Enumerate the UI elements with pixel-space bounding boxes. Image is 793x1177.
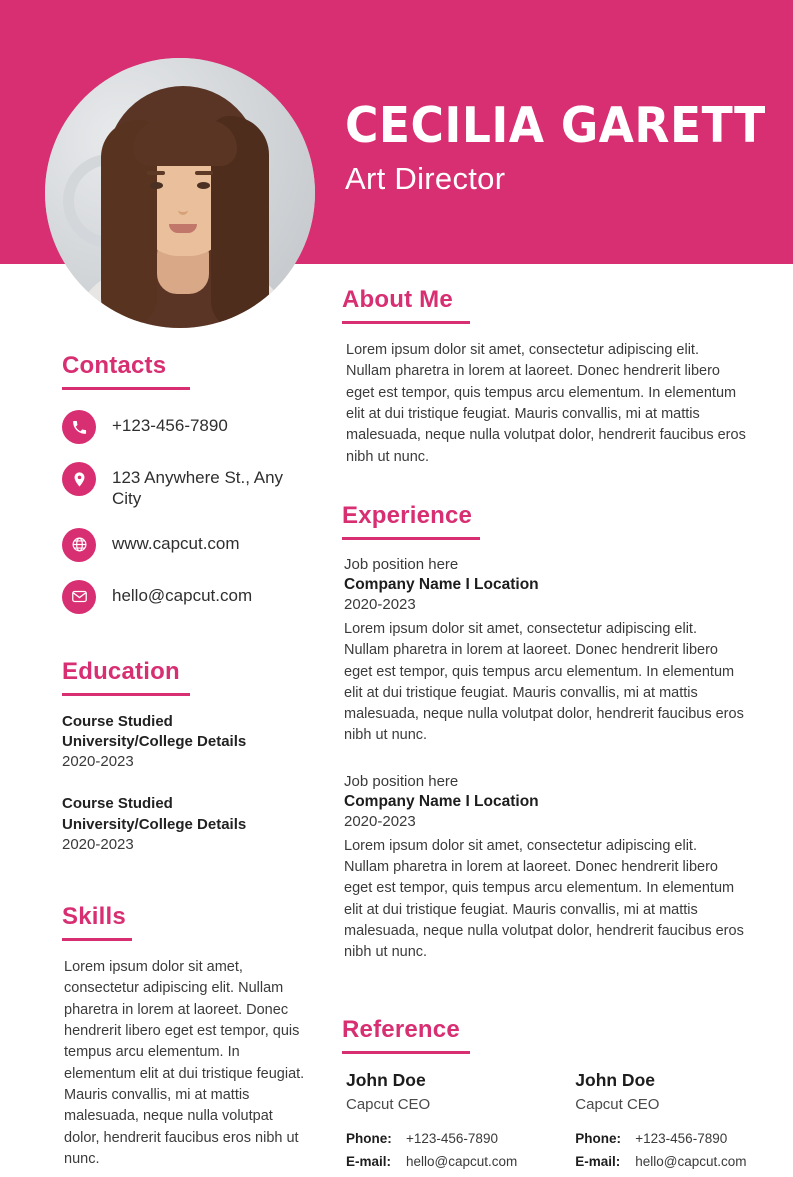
reference-name: John Doe bbox=[346, 1069, 426, 1090]
skills-section bbox=[62, 903, 312, 1170]
skills-body-text: Lorem ipsum dolor sit amet, consectetur adipiscing elit. Nullam pharetra in lorem at laoreet. Donec hendrerit libero eget est tempor, quis tempus arcu elementum. In elementum elit at dui tristique feugiat. Mauris convallis, mi at mattis malesuada, neque nulla volutpat dolor, hendrerit faucibus eros nibh ut nunc. bbox=[64, 959, 305, 1167]
list-item[interactable] bbox=[62, 580, 312, 614]
reference-section bbox=[342, 1016, 746, 1177]
job-role-subtitle: Art Director bbox=[345, 161, 506, 197]
spacer bbox=[62, 632, 312, 658]
contact-address-value: 123 Anywhere St., Any City bbox=[112, 468, 284, 509]
phone-icon bbox=[62, 410, 96, 444]
reference-role: Capcut CEO bbox=[346, 1095, 431, 1113]
reference-email-row bbox=[346, 1154, 517, 1169]
list-item bbox=[575, 1070, 746, 1177]
reference-email-label: E-mail: bbox=[575, 1153, 621, 1169]
reference-phone-value: +123-456-7890 bbox=[635, 1130, 728, 1146]
experience-company: Company Name I Location bbox=[344, 792, 539, 810]
experience-heading: Experience bbox=[342, 501, 473, 529]
spacer bbox=[342, 468, 746, 502]
experience-heading-rule bbox=[342, 537, 480, 540]
reference-email-row bbox=[575, 1154, 746, 1169]
portrait-brow-right bbox=[195, 171, 213, 175]
experience-years: 2020-2023 bbox=[344, 812, 416, 830]
education-years: 2020-2023 bbox=[62, 835, 134, 853]
contacts-list bbox=[62, 410, 312, 614]
reference-phone-row bbox=[575, 1131, 746, 1146]
list-item bbox=[62, 794, 312, 855]
globe-icon bbox=[62, 528, 96, 562]
contacts-heading: Contacts bbox=[62, 352, 167, 379]
contact-website-value: www.capcut.com bbox=[112, 533, 240, 553]
header-text-block bbox=[345, 97, 766, 197]
list-item[interactable] bbox=[62, 462, 312, 510]
skills-heading-rule bbox=[62, 938, 132, 941]
list-item[interactable] bbox=[62, 410, 312, 444]
contact-email-value: hello@capcut.com bbox=[112, 585, 253, 605]
contact-phone-value: +123-456-7890 bbox=[112, 416, 228, 435]
about-body-text: Lorem ipsum dolor sit amet, consectetur adipiscing elit. Nullam pharetra in lorem at laoreet. Donec hendrerit libero eget est tempor, quis tempus arcu elementum. In elementum elit at dui tristique feugiat. Mauris convallis, mi at mattis malesuada, neque nulla volutpat dolor, hendrerit faucibus eros nibh ut nunc. bbox=[346, 342, 746, 465]
spacer bbox=[62, 877, 312, 903]
experience-position: Job position here bbox=[344, 772, 459, 790]
portrait-nose bbox=[178, 198, 188, 215]
portrait-hair-fringe bbox=[133, 120, 237, 166]
list-item bbox=[346, 1070, 517, 1177]
education-heading-rule bbox=[62, 693, 190, 696]
reference-email-value: hello@capcut.com bbox=[406, 1153, 518, 1169]
experience-section bbox=[342, 502, 746, 964]
reference-heading: Reference bbox=[342, 1015, 460, 1043]
about-heading: About Me bbox=[342, 286, 453, 313]
reference-role: Capcut CEO bbox=[575, 1095, 660, 1113]
education-school: University/College Details bbox=[62, 815, 247, 833]
list-item bbox=[342, 773, 746, 964]
reference-email-value: hello@capcut.com bbox=[635, 1153, 747, 1169]
reference-phone-row bbox=[346, 1131, 517, 1146]
experience-position: Job position here bbox=[344, 555, 459, 573]
reference-phone-label: Phone: bbox=[575, 1130, 622, 1146]
reference-heading-rule bbox=[342, 1051, 470, 1054]
education-years: 2020-2023 bbox=[62, 753, 134, 770]
list-item bbox=[62, 712, 312, 773]
spacer bbox=[342, 990, 746, 1016]
about-heading-rule bbox=[342, 321, 470, 324]
experience-company: Company Name I Location bbox=[344, 575, 539, 593]
experience-body-text: Lorem ipsum dolor sit amet, consectetur adipiscing elit. Nullam pharetra in lorem at laoreet. Donec hendrerit libero eget est tempor, quis tempus arcu elementum. In elementum elit at dui tristique feugiat. Mauris convallis, mi at mattis malesuada, neque nulla volutpat dolor, hendrerit faucibus eros nibh ut nunc. bbox=[344, 837, 744, 961]
location-pin-icon bbox=[62, 462, 96, 496]
contacts-heading-rule bbox=[62, 387, 190, 390]
education-school: University/College Details bbox=[62, 732, 247, 750]
experience-years: 2020-2023 bbox=[344, 595, 416, 613]
skills-heading: Skills bbox=[62, 903, 126, 930]
education-heading: Education bbox=[62, 657, 180, 685]
portrait-eye-right bbox=[197, 182, 210, 189]
portrait-brow-left bbox=[147, 171, 165, 175]
education-course: Course Studied bbox=[62, 795, 173, 813]
about-section bbox=[342, 286, 746, 468]
page-title: CECILIA GARETT bbox=[345, 97, 766, 154]
reference-phone-value: +123-456-7890 bbox=[406, 1130, 498, 1146]
experience-body-text: Lorem ipsum dolor sit amet, consectetur adipiscing elit. Nullam pharetra in lorem at laoreet. Donec hendrerit libero eget est tempor, quis tempus arcu elementum. In elementum elit at dui tristique feugiat. Mauris convallis, mi at mattis malesuada, neque nulla volutpat dolor, hendrerit faucibus eros nibh ut nunc. bbox=[344, 620, 744, 744]
left-column bbox=[62, 352, 312, 1170]
list-item[interactable] bbox=[62, 528, 312, 562]
contacts-section bbox=[62, 352, 312, 614]
list-item bbox=[342, 556, 746, 747]
envelope-icon bbox=[62, 580, 96, 614]
reference-phone-label: Phone: bbox=[346, 1130, 392, 1146]
education-section bbox=[62, 658, 312, 856]
reference-name: John Doe bbox=[575, 1069, 655, 1090]
reference-list bbox=[342, 1070, 746, 1177]
right-column bbox=[342, 286, 746, 1177]
avatar bbox=[45, 58, 315, 328]
education-course: Course Studied bbox=[62, 712, 173, 730]
reference-email-label: E-mail: bbox=[346, 1153, 392, 1169]
portrait-eye-left bbox=[150, 182, 163, 189]
